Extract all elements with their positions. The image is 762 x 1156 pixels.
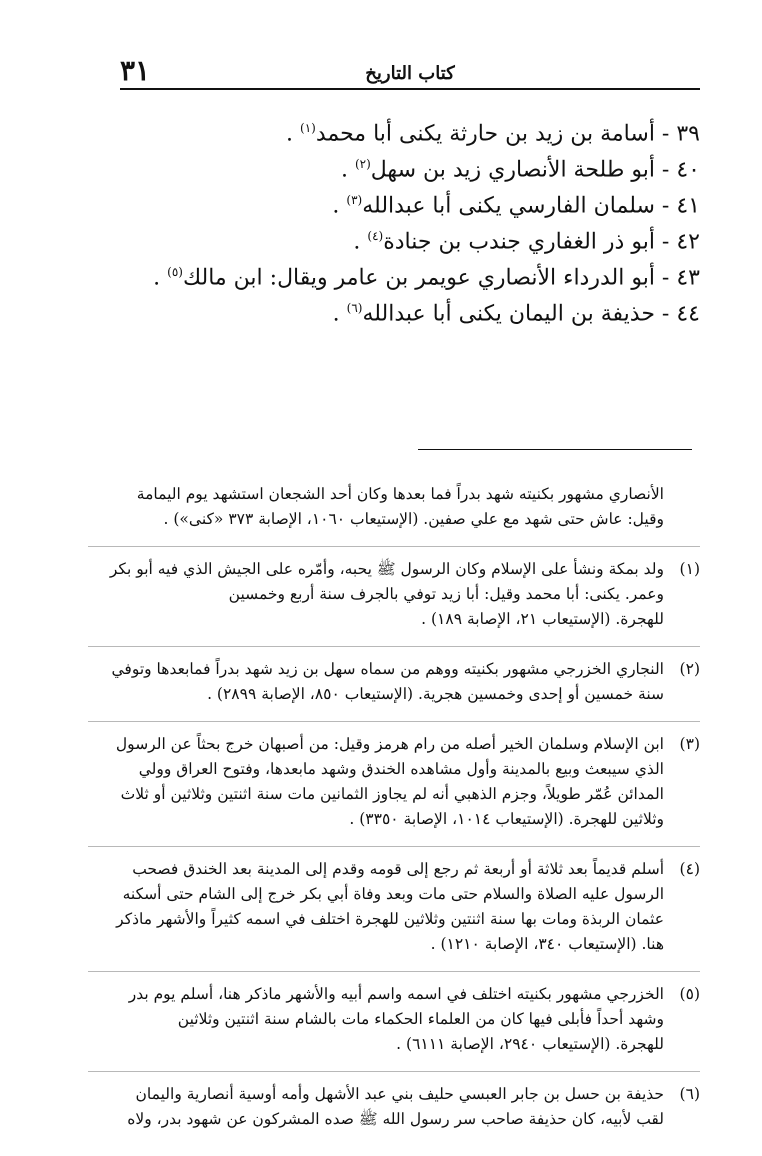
footnote-ref: (١) — [300, 121, 316, 135]
header-rule — [120, 88, 700, 90]
footnote-ref: (٥) — [167, 265, 183, 279]
footnote-2: (٢) النجاري الخزرجي مشهور بكنيته ووهم من سماه سهل بن زيد شهد بدراً فمابعدها وتوفي سنة خمسين أو إحدى وخمسين هجرية. (الإستيعاب ٨٥٠، الإصابة ٢٨٩٩) . — [88, 657, 700, 722]
footnote-4: (٤) أسلم قديماً بعد ثلاثة أو أربعة ثم رجع إلى قومه وقدم إلى المدينة بعد الخندق فصحب الرسول عليه الصلاة والسلام حتى مات وبعد وفاة أبي بكر خرج إلى الشام حتى أسكنه عثمان الربذة ومات بها سنة اثنتين وثلاثين للهجرة اختلف في اسمه كثيراً والأشهر ماذكر هنا. (الإستيعاب ٣٤٠، الإصابة ١٢١٠) . — [88, 857, 700, 972]
entry-list — [100, 110, 700, 326]
footnote-mark: (٢) — [679, 660, 700, 678]
footnote-mark: (٤) — [679, 860, 700, 878]
footnote-1: (١) ولد بمكة ونشأ على الإسلام وكان الرسول ﷺ يحبه، وأمّره على الجيش الذي فيه أبو بكر وعمر. يكنى: أبا محمد وقيل: أبا زيد توفي بالجرف سنة أربع وخمسين للهجرة. (الإستيعاب ٢١، الإصابة ١٨٩) . — [88, 557, 700, 647]
entry-item: ٤١ - سلمان الفارسي يكنى أبا عبدالله$^{(٣)}$ . — [332, 193, 700, 219]
entry-item: ٤٠ - أبو طلحة الأنصاري زيد بن سهل$^{(٢)}$ . — [340, 157, 700, 183]
footnote-continuation: الأنصاري مشهور بكنيته شهد بدراً فما بعدها وكان أحد الشجعان استشهد يوم اليمامة وقيل: عاش حتى شهد مع علي صفين. (الإستيعاب ١٠٦٠، الإصابة ٣٧٣ «كنى») . — [88, 482, 700, 547]
entry-item: ٣٩ - أسامة بن زيد بن حارثة يكنى أبا محمد$^{(١)}$ . — [286, 121, 700, 147]
footnote-mark: (١) — [679, 560, 700, 578]
footnote-ref: (٦) — [346, 301, 363, 315]
footnotes — [88, 482, 700, 1156]
entry-item: ٤٣ - أبو الدرداء الأنصاري عويمر بن عامر ويقال: ابن مالك$^{(٥)}$ . — [153, 265, 700, 291]
page-header — [120, 50, 700, 90]
footnote-mark: (٦) — [679, 1085, 700, 1103]
footnote-5: (٥) الخزرجي مشهور بكنيته اختلف في اسمه واسم أبيه والأشهر ماذكر هنا، أسلم يوم بدر وشهد أحداً فأبلى فيها كان من العلماء الحكماء مات بالشام سنة اثنتين وثلاثين للهجرة. (الإستيعاب ٢٩٤٠، الإصابة ٦١١١) . — [88, 982, 700, 1072]
footnote-6: (٦) حذيفة بن حسل بن جابر العبسي حليف بني عبد الأشهل وأمه أوسية أنصارية واليمان لقب لأبيه، كان حذيفة صاحب سر رسول الله ﷺ صده المشركون عن شهود بدر، ولاه — [88, 1082, 700, 1146]
footnote-ref: (٣) — [346, 193, 363, 207]
footnote-separator — [418, 449, 692, 450]
page-number: ٣١ — [120, 54, 151, 87]
footnote-ref: (٤) — [367, 229, 384, 243]
footnote-mark: (٥) — [679, 985, 700, 1003]
footnote-ref: (٢) — [354, 157, 371, 171]
footnote-3: (٣) ابن الإسلام وسلمان الخير أصله من رام هرمز وقيل: من أصبهان خرج بحثاً عن الرسول الذي سيبعث وبيع بالمدينة وأول مشاهده الخندق وشهد مابعدها، وفتوح العراق وولي المدائن عُمّر طويلاً، وجزم الذهبي أنه لم يجاوز الثمانين مات سنة اثنتين وثلاثين أو ثلاث وثلاثين للهجرة. (الإستيعاب ١٠١٤، الإصابة ٣٣٥٠) . — [88, 732, 700, 847]
running-title: كتاب التاريخ — [365, 63, 455, 84]
entry-item: ٤٤ - حذيفة بن اليمان يكنى أبا عبدالله$^{(٦)}$ . — [332, 301, 700, 327]
footnote-mark: (٣) — [679, 735, 700, 753]
entry-item: ٤٢ - أبو ذر الغفاري جندب بن جنادة$^{(٤)}$ . — [353, 229, 700, 255]
